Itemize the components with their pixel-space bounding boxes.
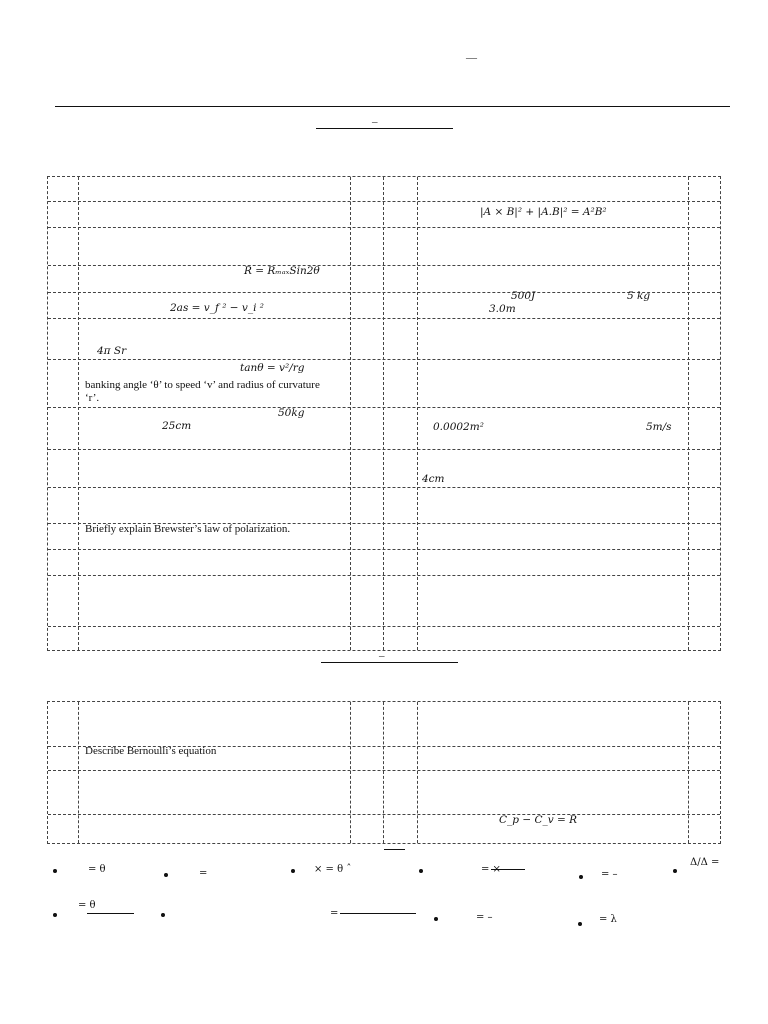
section-b-dash: – [379,650,385,662]
mass-value: 5 kg [627,290,651,302]
section-a-underline [316,128,453,129]
formula-fragment: = θ [78,900,96,911]
formula-fragment: × = θ ˆ [314,864,352,875]
solid-angle-formula: 4π Sr [97,345,127,357]
bullet [53,869,57,873]
bullet [53,913,57,917]
bullet [161,913,165,917]
area-value: 0.0002m² [433,421,484,433]
banking-text-line2: ‘r’. [85,392,100,404]
mass-50kg: 50kg [278,407,305,419]
formula-fragment: = θ [88,864,106,875]
formula-fragment: = λ [599,914,617,925]
fraction-bar [87,913,134,914]
fraction-bar [340,913,416,914]
length-25cm: 25cm [162,420,192,432]
kinematic-formula: 2as = v_f ² − v_i ² [170,302,264,314]
banking-text-line1: banking angle ‘θ’ to speed ‘v’ and radius of curvature [85,379,320,391]
formula-fragment: = × [481,864,501,875]
banking-formula: tanθ = v²/rg [240,362,305,374]
section-a-dash: – [372,116,378,128]
bullet [578,922,582,926]
formula-fragment: = [330,908,339,919]
formula-fragment: = [199,868,208,879]
question-table-a [47,176,721,651]
question-table-b [47,701,721,844]
section-b-underline [321,662,458,663]
length-4cm: 4cm [422,473,445,485]
formula-strip-mark [384,849,405,850]
formula-fragment: = – [476,912,493,923]
mayer-formula: C_p − C_v = R [499,814,578,826]
speed-value: 5m/s [646,421,672,433]
bullet [419,869,423,873]
bullet [579,875,583,879]
header-dash: — [466,52,477,64]
bullet [434,917,438,921]
formula-fragment: = – [601,869,618,880]
bullet [291,869,295,873]
range-formula: R = RₘₐₓSin2θ [244,265,320,277]
work-value: 500J [511,290,536,302]
fraction-bar [491,869,525,870]
height-value: 3.0m [489,303,516,315]
formula-fragment: Δ/Δ = [690,857,720,868]
bullet [164,873,168,877]
header-rule [55,106,730,107]
bullet [673,869,677,873]
vector-identity-formula: |A × B|² + |A.B|² = A²B² [480,206,607,218]
brewster-question: Briefly explain Brewster’s law of polarization. [85,523,291,535]
bernoulli-question: Describe Bernoulli’s equation [85,745,217,757]
